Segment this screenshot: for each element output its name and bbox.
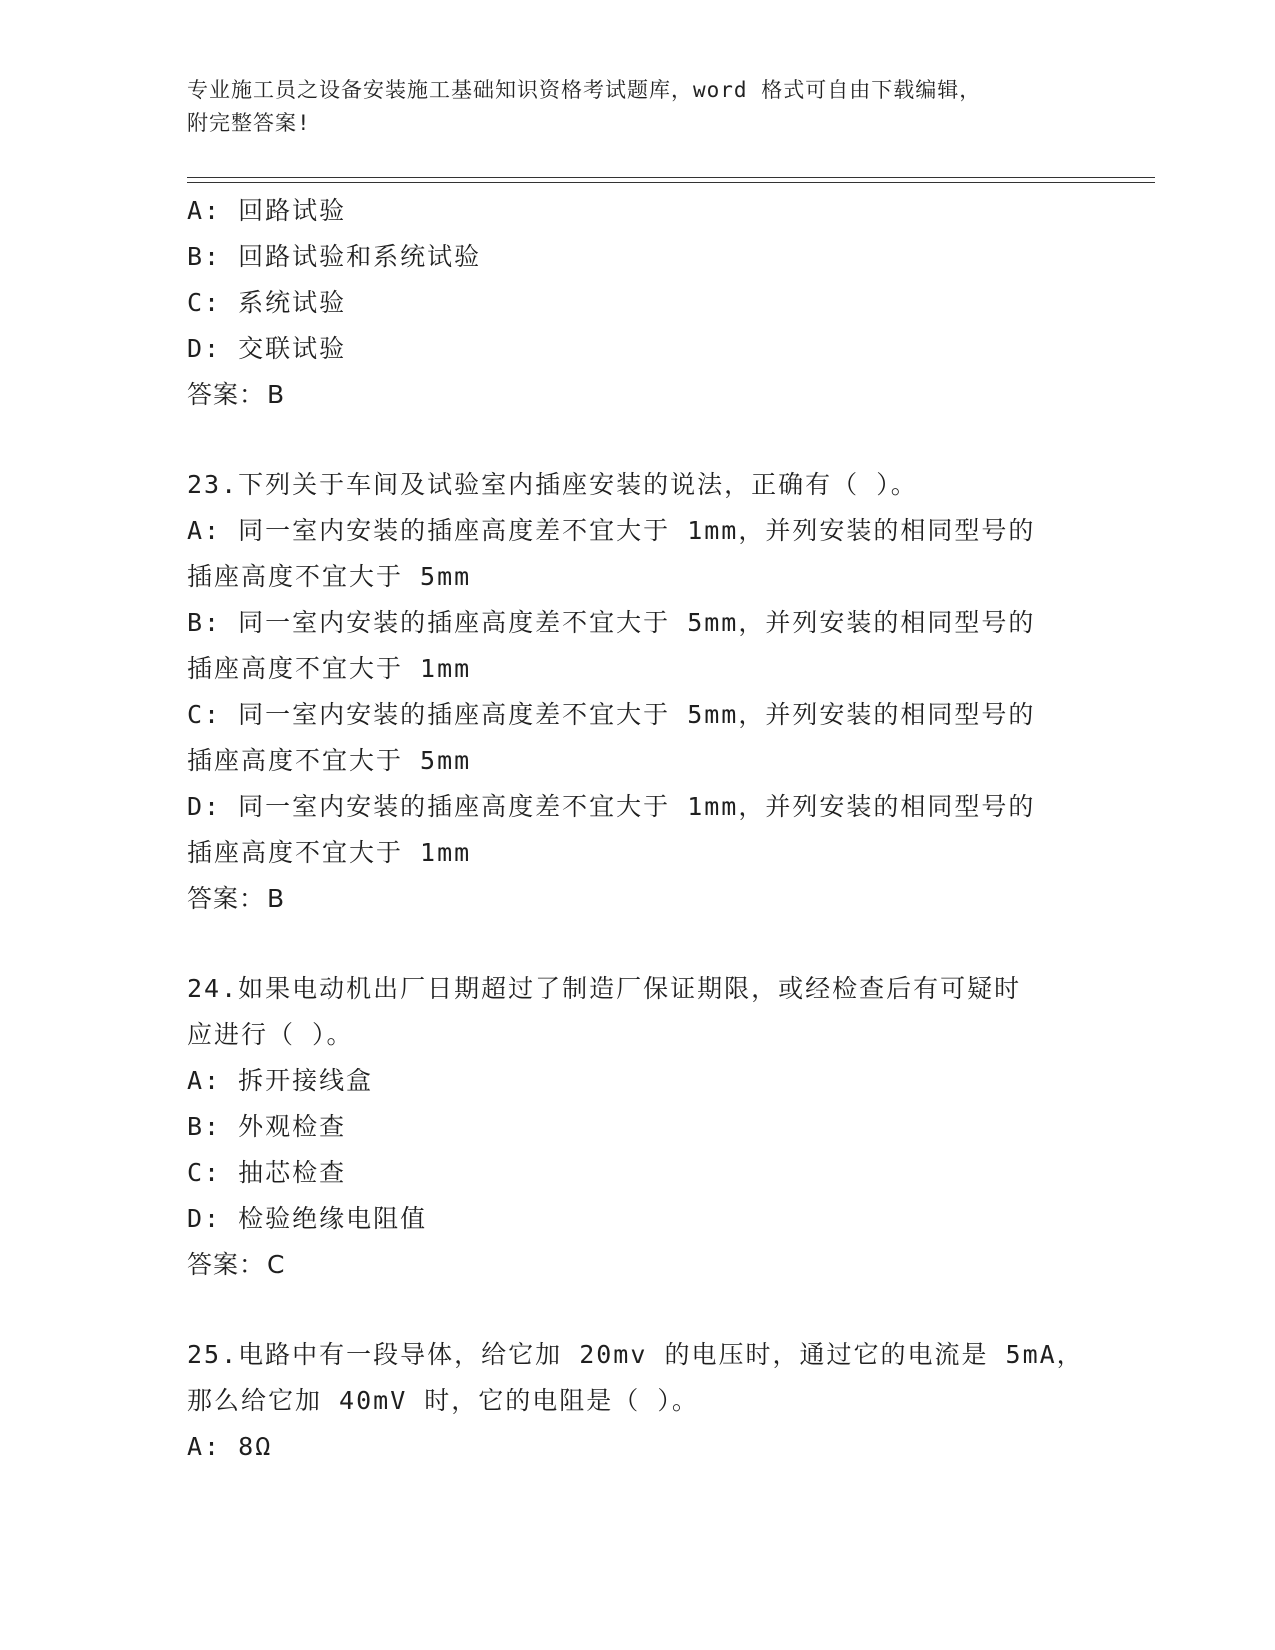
option-b: B: 同一室内安装的插座高度差不宜大于 5mm，并列安装的相同型号的 [187, 608, 1036, 637]
spacer [187, 1288, 1087, 1332]
answer-value: B [267, 380, 286, 409]
question-24 [187, 966, 1087, 1288]
option-c: C: 同一室内安装的插座高度差不宜大于 5mm，并列安装的相同型号的 [187, 700, 1036, 729]
question-22 [187, 188, 1087, 418]
spacer [187, 922, 1087, 966]
answer-label: 答案： [187, 1250, 266, 1279]
question-23 [187, 462, 1087, 922]
option-a: A: 拆开接线盒 [187, 1066, 374, 1095]
question-text: 23.下列关于车间及试验室内插座安装的说法，正确有（ ）。 [187, 470, 918, 499]
option-b-cont: 插座高度不宜大于 1mm [187, 654, 472, 683]
question-text-cont: 应进行（ ）。 [187, 1020, 354, 1049]
header-line-1: 专业施工员之设备安装施工基础知识资格考试题库，word 格式可自由下载编辑， [187, 78, 982, 102]
answer-value: B [267, 884, 286, 913]
option-d: D: 交联试验 [187, 334, 347, 363]
option-a: A: 回路试验 [187, 196, 347, 225]
option-c-cont: 插座高度不宜大于 5mm [187, 746, 472, 775]
question-25 [187, 1332, 1087, 1470]
option-d: D: 同一室内安装的插座高度差不宜大于 1mm，并列安装的相同型号的 [187, 792, 1036, 821]
question-text-cont: 那么给它加 40mV 时，它的电阻是（ ）。 [187, 1386, 699, 1415]
header-line-2: 附完整答案! [187, 111, 311, 135]
option-a-cont: 插座高度不宜大于 5mm [187, 562, 472, 591]
option-a: A: 8Ω [187, 1432, 273, 1461]
header-rule-bottom [187, 182, 1155, 183]
answer-label: 答案： [187, 884, 266, 913]
option-a: A: 同一室内安装的插座高度差不宜大于 1mm，并列安装的相同型号的 [187, 516, 1036, 545]
answer-value: C [267, 1250, 286, 1279]
answer-label: 答案： [187, 380, 266, 409]
spacer [187, 418, 1087, 462]
option-c: C: 抽芯检查 [187, 1158, 347, 1187]
header-rule-top [187, 177, 1155, 178]
answer-line [187, 1242, 1087, 1288]
option-b: B: 外观检查 [187, 1112, 347, 1141]
option-d: D: 检验绝缘电阻值 [187, 1204, 428, 1233]
question-text: 24.如果电动机出厂日期超过了制造厂保证期限，或经检查后有可疑时 [187, 974, 1022, 1003]
question-text: 25.电路中有一段导体，给它加 20mv 的电压时，通过它的电流是 5mA， [187, 1340, 1084, 1369]
answer-line [187, 876, 1087, 922]
option-b: B: 回路试验和系统试验 [187, 242, 482, 271]
answer-line [187, 372, 1087, 418]
option-d-cont: 插座高度不宜大于 1mm [187, 838, 472, 867]
question-list [187, 188, 1087, 1470]
document-header [187, 74, 1067, 140]
option-c: C: 系统试验 [187, 288, 347, 317]
